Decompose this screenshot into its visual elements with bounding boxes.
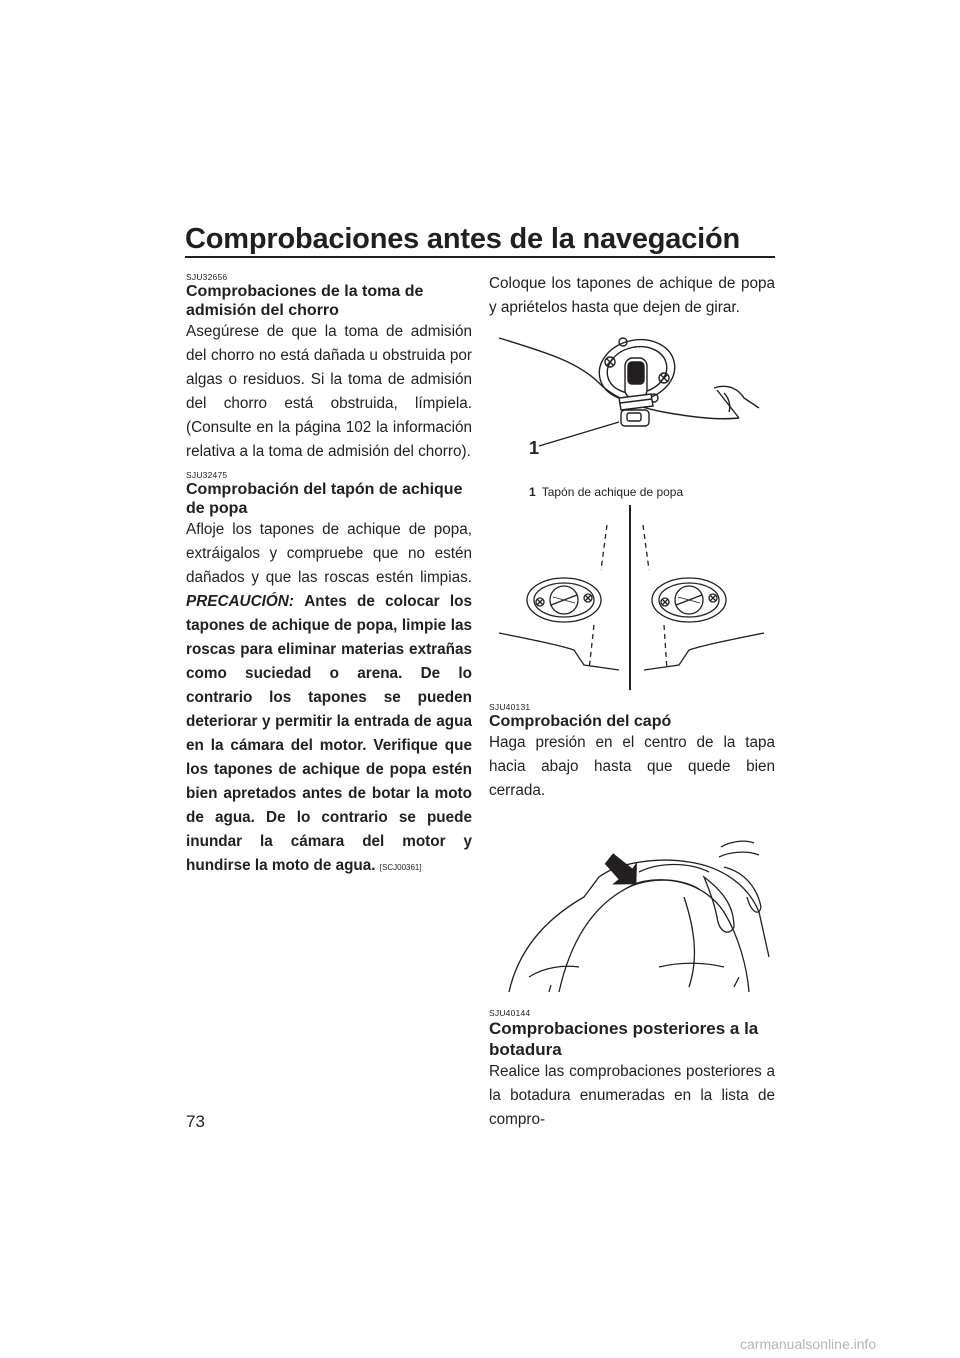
section-heading: Comprobaciones posteriores a la botadura [489, 1019, 759, 1059]
section-drain-plug [186, 470, 472, 880]
section-body: Haga presión en el centro de la tapa hacia abajo hasta que quede bien cerrada. [489, 734, 775, 799]
caution-label: PRECAUCIÓN: [186, 593, 294, 610]
section-after-launch [489, 1008, 775, 1132]
intro-text: Coloque los tapones de achique de popa y apriételos hasta que dejen de girar. [489, 275, 775, 316]
two-drain-plugs-illustration [489, 505, 775, 695]
section-code: SJU32656 [186, 272, 228, 282]
right-column [489, 272, 775, 1136]
header-rule [185, 256, 775, 258]
body-text: Afloje los tapones de achique de popa, extráigalos y compruebe que no estén dañados y que las roscas estén limpias. [186, 521, 472, 586]
figure-two-plugs [489, 505, 775, 700]
watermark: carmanualsonline.info [740, 1336, 877, 1352]
section-body: Asegúrese de que la toma de admisión del chorro no está dañada u obstruida por algas o residuos. Si la toma de admisión del chorro está obstruida, límpiela. (Consulte en la página 102 la información relativa a la toma de admisión del chorro). [186, 323, 472, 460]
figure-drain-plug [489, 328, 775, 499]
left-column [186, 272, 472, 884]
hood-illustration [489, 817, 775, 997]
figure-caption [529, 485, 775, 499]
page-header [185, 222, 775, 256]
section-heading: Comprobaciones de la toma de admisión del chorro [186, 283, 424, 319]
section-body: Realice las comprobaciones posteriores a la botadura enumeradas en la lista de compro- [489, 1063, 775, 1128]
section-jet-intake [186, 272, 472, 464]
page-title: Comprobaciones antes de la navegación [185, 223, 741, 255]
figure-callout: 1 [529, 438, 540, 458]
section-heading: Comprobación del capó [489, 713, 672, 730]
section-code: SJU32475 [186, 470, 228, 480]
section-hood [489, 702, 775, 803]
section-body [186, 518, 472, 880]
caution-code: [SCJ00361] [379, 863, 422, 872]
figure-hood [489, 817, 775, 1002]
section-heading: Comprobación del tapón de achique de popa [186, 481, 463, 517]
caption-text: Tapón de achique de popa [541, 485, 684, 499]
page-number: 73 [186, 1112, 205, 1131]
section-code: SJU40144 [489, 1008, 531, 1018]
caution-text: Antes de colocar los tapones de achique de popa, limpie las roscas para eliminar materias extrañas como suciedad o arena. De lo contrario los tapones se pueden deteriorar y permitir la entrada de agua en la cámara del motor. Verifique que los tapones de achique de popa estén bien apretados antes de botar la moto de agua. De lo contrario se puede inundar la cámara del motor y hundirse la moto de agua. [186, 593, 472, 874]
section-code: SJU40131 [489, 702, 531, 712]
caption-number: 1 [529, 485, 536, 499]
drain-plug-illustration [489, 328, 775, 478]
